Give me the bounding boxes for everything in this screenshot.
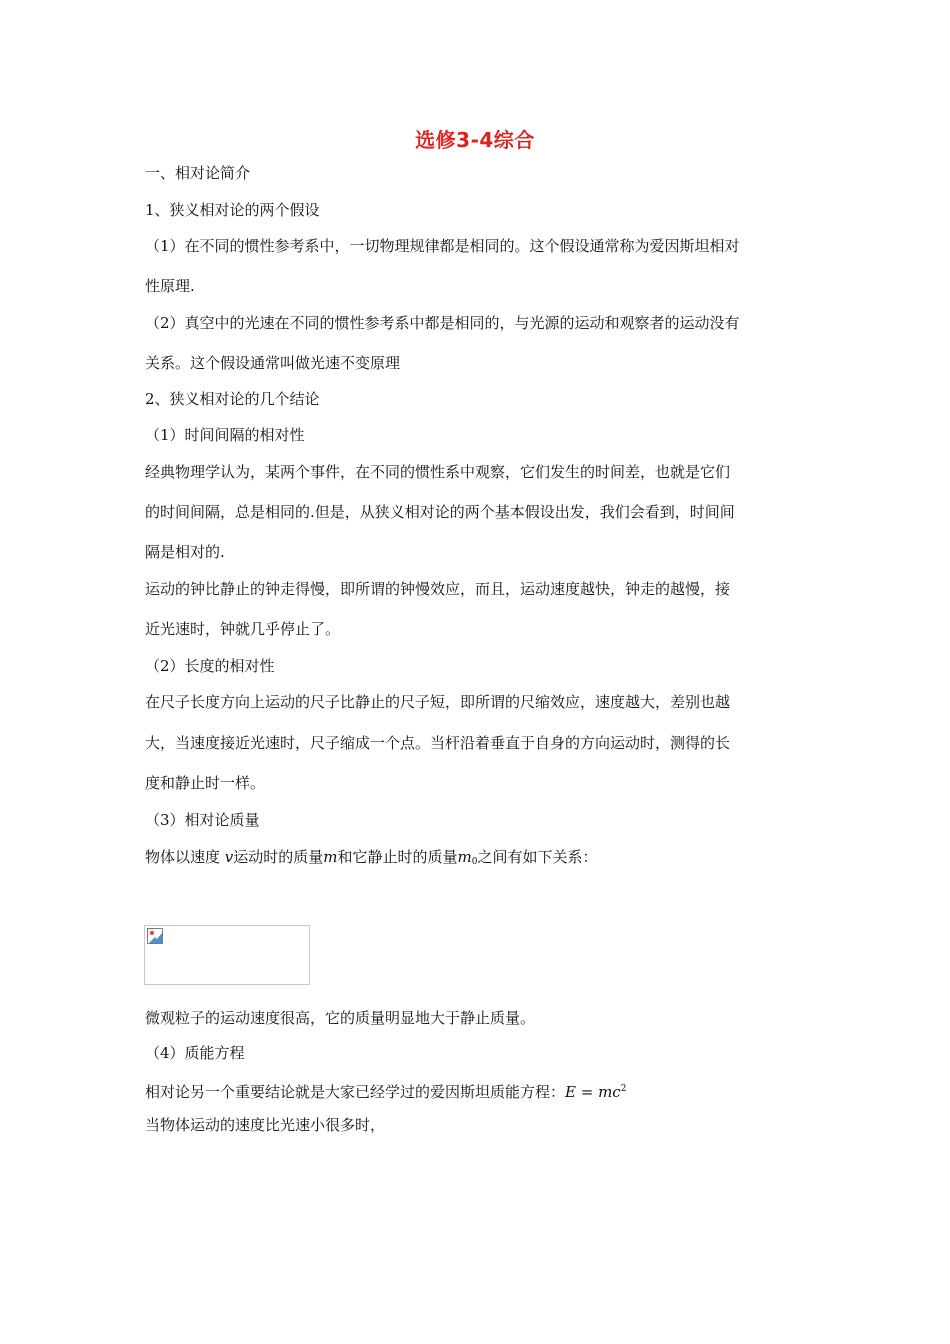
paragraph-line: 运动的钟比静止的钟走得慢，即所谓的钟慢效应，而且，运动速度越快，钟走的越慢，接 <box>145 580 731 598</box>
energy-equation-line <box>145 1079 810 1102</box>
paragraph-line: 性原理. <box>145 277 195 295</box>
mass-line-text: 和它静止时的质量 <box>337 848 458 866</box>
mass-symbol: m <box>323 848 338 866</box>
mass-line-text: 之间有如下关系： <box>477 848 598 866</box>
mc-symbol: mc <box>598 1083 621 1101</box>
paragraph-line: 大，当速度接近光速时，尺子缩成一个点。当杆沿着垂直于自身的方向运动时，测得的长 <box>145 734 731 752</box>
rest-mass-symbol: m <box>457 848 472 866</box>
rest-mass-subscript: 0 <box>471 857 478 867</box>
paragraph-line: 经典物理学认为，某两个事件，在不同的惯性系中观察，它们发生的时间差，也就是它们 <box>145 463 731 481</box>
mass-relation-line <box>145 847 810 872</box>
item-heading: （3）相对论质量 <box>145 811 260 829</box>
paragraph-line: 关系。这个假设通常叫做光速不变原理 <box>145 354 401 372</box>
energy-line-text: 相对论另一个重要结论就是大家已经学过的爱因斯坦质能方程： <box>145 1083 566 1101</box>
exponent-two: 2 <box>620 1084 627 1094</box>
item-heading: （1）时间间隔的相对性 <box>145 426 305 444</box>
subsection-heading: 2、狭义相对论的几个结论 <box>145 390 320 408</box>
velocity-symbol: v <box>224 848 234 866</box>
item-heading: （2）长度的相对性 <box>145 657 275 675</box>
mass-line-text: 物体以速度 <box>145 848 225 866</box>
paragraph-line: 度和静止时一样。 <box>145 774 266 792</box>
paragraph-line: 隔是相对的. <box>145 543 225 561</box>
paragraph-line: 在尺子长度方向上运动的尺子比静止的尺子短，即所谓的尺缩效应，速度越大，差别也越 <box>145 693 731 711</box>
document-title: 选修3-4综合 <box>415 128 535 152</box>
section-heading: 一、相对论简介 <box>145 164 251 182</box>
item-heading: （4）质能方程 <box>145 1044 245 1062</box>
mass-line-text: 运动时的质量 <box>233 848 324 866</box>
energy-symbol: E <box>565 1083 576 1101</box>
paragraph-line: （2）真空中的光速在不同的惯性参考系中都是相同的，与光源的运动和观察者的运动没有 <box>145 314 740 332</box>
subsection-heading: 1、狭义相对论的两个假设 <box>145 201 320 219</box>
paragraph-line: （1）在不同的惯性参考系中，一切物理规律都是相同的。这个假设通常称为爱因斯坦相对 <box>145 237 740 255</box>
equals-sign: = <box>575 1083 599 1101</box>
paragraph-line: 微观粒子的运动速度很高，它的质量明显地大于静止质量。 <box>145 1009 536 1027</box>
paragraph-line: 近光速时，钟就几乎停止了。 <box>145 620 341 638</box>
paragraph-line: 的时间间隔，总是相同的.但是，从狭义相对论的两个基本假设出发，我们会看到，时间间 <box>145 503 735 521</box>
formula-image-placeholder <box>144 925 310 985</box>
paragraph-line: 当物体运动的速度比光速小很多时， <box>145 1116 386 1134</box>
broken-image-icon <box>147 928 163 944</box>
